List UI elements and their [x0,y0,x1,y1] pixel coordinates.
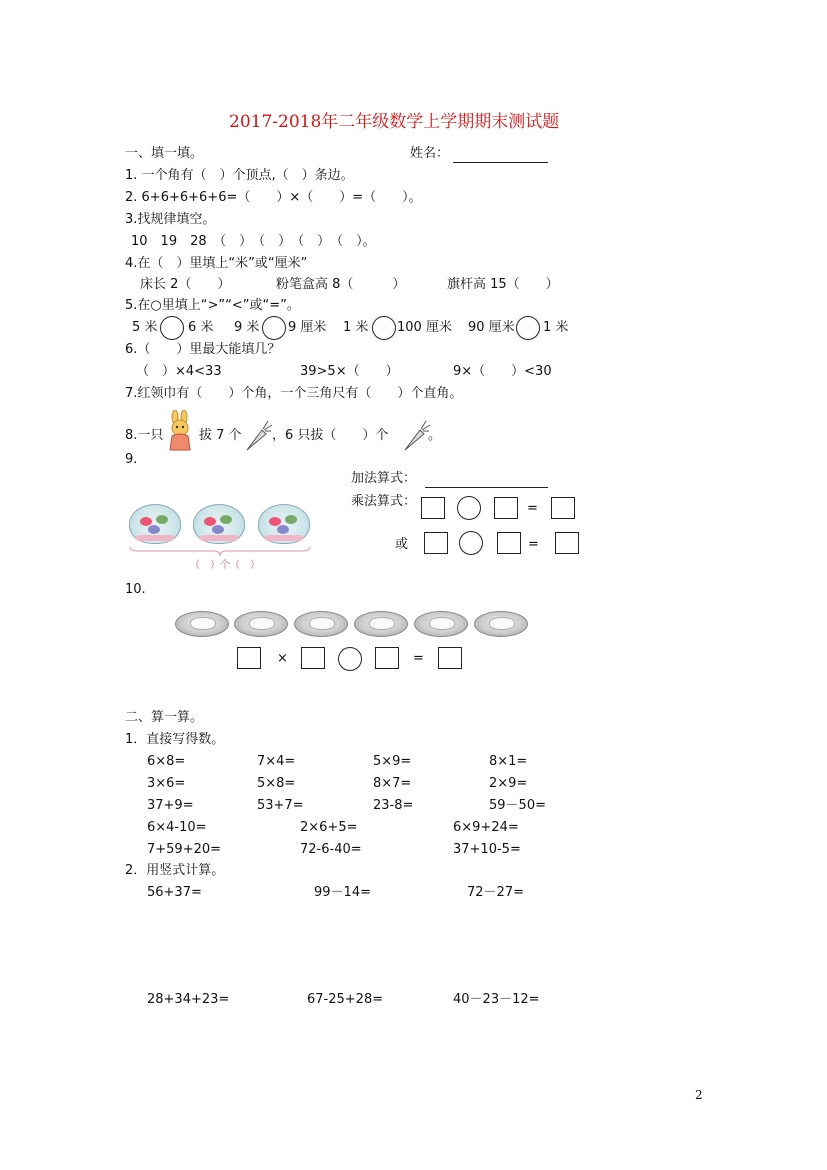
answer-box[interactable] [375,647,399,669]
calc-item: 72-6-40= [300,842,362,857]
vertical-calc-item: 40－23－12= [453,992,540,1007]
calc-item: 6×4-10= [147,820,207,835]
fishbowl-caption: （ ）个（ ） [190,560,260,571]
question-8-part1: 8.一只 [125,428,164,443]
calc-item: 7+59+20= [147,842,222,857]
plate-image [474,611,528,637]
question-4-c: 旗杆高 15（ ） [447,277,559,292]
plate-image [414,611,468,637]
answer-box[interactable] [438,647,462,669]
vertical-calc-item: 99－14= [314,885,371,900]
calc-item: 5×9= [373,754,412,769]
vertical-calc-item: 67-25+28= [307,992,384,1007]
q5-a-left: 5 米 [132,320,158,335]
compare-circle[interactable] [372,316,396,340]
answer-box[interactable] [551,497,575,519]
question-6-a: （ ）×4<33 [136,364,222,379]
equals-sign: = [527,501,538,516]
question-2: 2. 6+6+6+6+6=（ ）×（ ）=（ ）。 [125,190,422,205]
q5-c-right: 100 厘米 [397,320,452,335]
question-1: 1. 一个角有（ ）个顶点,（ ）条边。 [125,168,354,183]
calc-item: 23-8= [373,798,414,813]
section-heading: 二、算一算。 [125,710,204,725]
question-9-label: 9. [125,452,138,467]
q5-d-left: 90 厘米 [468,320,515,335]
equals-sign: = [528,537,539,552]
calc-item: 8×1= [489,754,528,769]
operator-circle[interactable] [459,531,483,555]
question-8-part2: 拔 7 个 [199,428,242,443]
calc-1-label: 1．直接写得数。 [125,732,225,747]
plate-image [234,611,288,637]
carrot-icon [244,418,274,452]
calc-item: 37+10-5= [453,842,521,857]
equals-sign: = [413,651,424,666]
calc-item: 53+7= [257,798,304,813]
vertical-calc-item: 28+34+23= [147,992,230,1007]
calc-item: 37+9= [147,798,194,813]
calc-item: 2×9= [489,776,528,791]
compare-circle[interactable] [516,316,540,340]
brace-icon [128,545,312,557]
calc-item: 5×8= [257,776,296,791]
question-8-part4: 。 [428,428,442,443]
answer-box[interactable] [497,532,521,554]
question-3-label: 3.找规律填空。 [125,212,216,227]
multiplication-label: 乘法算式： [351,494,417,509]
answer-box[interactable] [424,532,448,554]
rabbit-icon [164,410,196,452]
question-6-label: 6.（ ）里最大能填几？ [125,342,281,357]
q5-d-right: 1 米 [543,320,569,335]
section-heading: 一、填一填。 [125,146,204,161]
question-5-label: 5.在○里填上“>”“<”或“=”。 [125,298,300,313]
calc-item: 6×8= [147,754,186,769]
answer-box[interactable] [494,497,518,519]
answer-box[interactable] [555,532,579,554]
question-10-label: 10. [125,582,146,597]
vertical-calc-item: 56+37= [147,885,202,900]
question-4-label: 4.在（ ）里填上“米”或“厘米” [125,256,308,271]
q5-b-right: 9 厘米 [288,320,327,335]
vertical-calc-item: 72－27= [467,885,524,900]
operator-circle[interactable] [457,496,481,520]
answer-box[interactable] [301,647,325,669]
q5-c-left: 1 米 [343,320,369,335]
plate-image [294,611,348,637]
addition-answer-line[interactable] [425,487,548,488]
question-6-b: 39>5×（ ） [300,364,399,379]
calc-item: 7×4= [257,754,296,769]
calc-item: 2×6+5= [300,820,358,835]
or-label: 或 [395,537,409,552]
plate-image [175,611,229,637]
question-6-c: 9×（ ）<30 [453,364,552,379]
answer-box[interactable] [237,647,261,669]
answer-box[interactable] [421,497,445,519]
compare-circle[interactable] [262,316,286,340]
calc-item: 6×9+24= [453,820,519,835]
question-7: 7.红领巾有（ ）个角，一个三角尺有（ ）个直角。 [125,386,463,401]
fishbowl-image [193,504,245,544]
calc-item: 8×7= [373,776,412,791]
addition-label: 加法算式： [351,471,417,486]
name-label: 姓名： [410,146,450,161]
question-3-sequence: 10 19 28 （ ） （ ） （ ） （ ）。 [131,234,376,249]
calc-item: 59－50= [489,798,546,813]
fishbowl-image [258,504,310,544]
question-4-a: 床长 2（ ） [140,277,231,292]
page-number: 2 [695,1088,703,1102]
operator-circle[interactable] [338,647,362,671]
q5-b-left: 9 米 [234,320,260,335]
name-field[interactable] [453,162,548,163]
calc-2-label: 2．用竖式计算。 [125,863,225,878]
question-8-part3: ，6 只拔（ ）个 [272,428,389,443]
times-sign: × [277,651,288,666]
fishbowl-image [129,504,181,544]
q5-a-right: 6 米 [188,320,214,335]
calc-item: 3×6= [147,776,186,791]
plate-image [354,611,408,637]
page-title: 2017-2018年二年级数学上学期期末测试题 [229,112,560,132]
question-4-b: 粉笔盒高 8（ ） [276,277,406,292]
compare-circle[interactable] [160,316,184,340]
